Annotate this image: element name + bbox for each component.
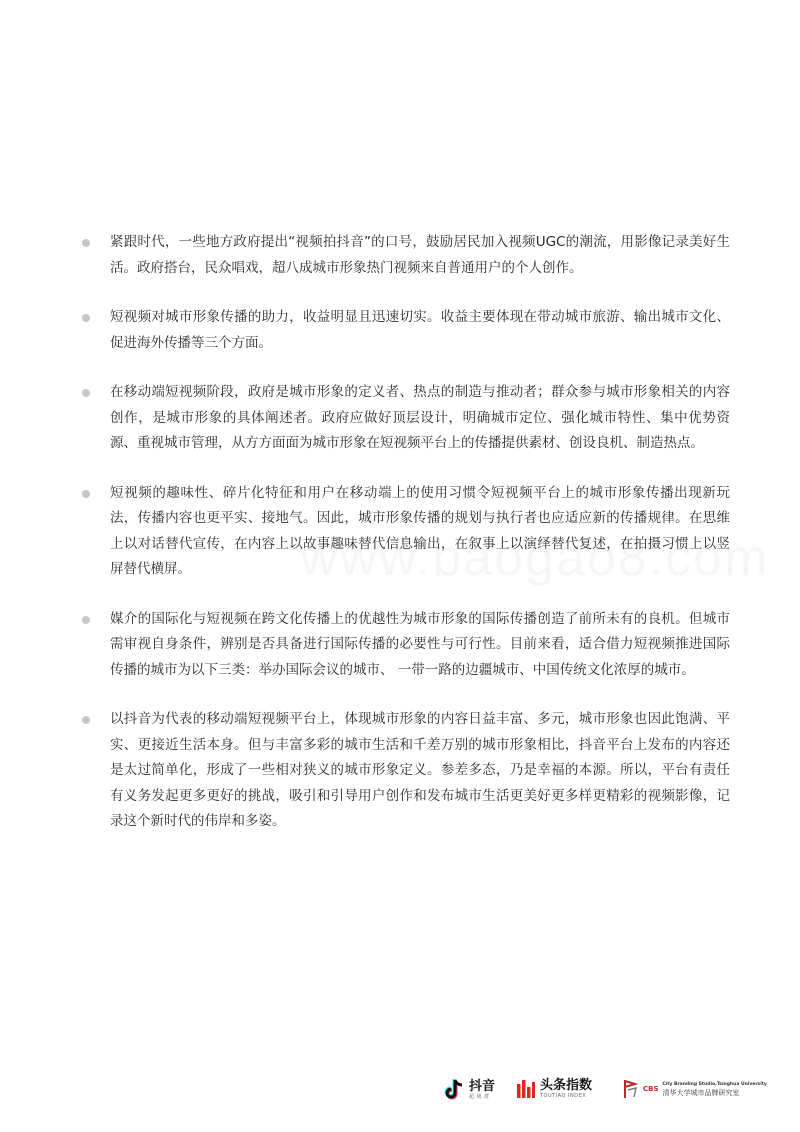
bullet-dot-icon <box>82 314 90 322</box>
bullet-dot-icon <box>82 239 90 247</box>
footer-logos <box>0 1078 800 1118</box>
bullet-item <box>80 305 730 356</box>
douyin-name: 抖音 <box>469 1078 496 1094</box>
bullet-item <box>80 481 730 583</box>
cbs-logo <box>622 1078 767 1100</box>
bullet-item <box>80 707 730 835</box>
bullet-item <box>80 230 730 281</box>
bullet-text: 以抖音为代表的移动端短视频平台上，体现城市形象的内容日益丰富、多元，城市形象也因此饱满、平实、更接近生活本身。但与丰富多彩的城市生活和千差万别的城市形象相比，抖音平台上发布的内容还是太过简单化，形成了一些相对狭义的城市形象定义。参差多态，乃是幸福的本源。所以，平台有责任有义务发起更多更好的挑战，吸引和引导用户创作和发布城市生活更美好更多样更精彩的视频影像，记录这个新时代的伟岸和多姿。 <box>110 711 730 829</box>
bullet-text: 紧跟时代，一些地方政府提出“视频拍抖音”的口号，鼓励居民加入视频UGC的潮流，用影像记录美好生活。政府搭台，民众唱戏，超八成城市形象热门视频来自普通用户的个人创作。 <box>110 234 730 276</box>
summary-bullet-list <box>80 230 730 859</box>
cbs-chinese-name: 清华大学城市品牌研究室 <box>662 1088 740 1097</box>
toutiao-subtitle: TOUTIAO INDEX <box>540 1092 587 1099</box>
bullet-dot-icon <box>82 490 90 498</box>
bullet-dot-icon <box>82 389 90 397</box>
cbs-mark: CBS <box>643 1085 659 1093</box>
bullet-text: 短视频对城市形象传播的助力，收益明显且迅速切实。收益主要体现在带动城市旅游、输出城市文化、促进海外传播等三个方面。 <box>110 309 730 351</box>
cbs-english-name: City Branding Studio,Tsinghua University <box>662 1081 767 1087</box>
bullet-dot-icon <box>82 616 90 624</box>
toutiao-name: 头条指数 <box>540 1077 593 1093</box>
cbs-emblem-icon <box>622 1078 642 1100</box>
douyin-note-icon <box>444 1078 466 1102</box>
bullet-text: 媒介的国际化与短视频在跨文化传播上的优越性为城市形象的国际传播创造了前所未有的良机。但城市需审视自身条件，辨别是否具备进行国际传播的必要性与可行性。目前来看，适合借力短视频推进国际传播的城市为以下三类：举办国际会议的城市、 一带一路的边疆城市、中国传统文化浓厚的城市。 <box>110 610 730 678</box>
douyin-logo <box>444 1078 495 1102</box>
bullet-text: 在移动端短视频阶段，政府是城市形象的定义者、热点的制造与推动者；群众参与城市形象相关的内容创作，是城市形象的具体阐述者。政府应做好顶层设计，明确城市定位、强化城市特性、集中优势资源、重视城市管理，从方方面面为城市形象在短视频平台上的传播提供素材、创设良机、制造热点。 <box>110 384 730 451</box>
toutiao-bars-icon <box>516 1078 536 1100</box>
bullet-dot-icon <box>82 716 90 724</box>
bullet-item <box>80 380 730 457</box>
bullet-item <box>80 607 730 684</box>
toutiao-index-logo <box>516 1078 592 1100</box>
bullet-text: 短视频的趣味性、碎片化特征和用户在移动端上的使用习惯令短视频平台上的城市形象传播出现新玩法，传播内容也更平实、接地气。因此，城市形象传播的规划与执行者也应适应新的传播规律。在思维上以对话替代宣传，在内容上以故事趣味替代信息输出，在叙事上以演绎替代复述，在拍摄习惯上以竖屏替代横屏。 <box>110 484 730 577</box>
douyin-subtitle: 超 级 群 <box>469 1093 490 1100</box>
